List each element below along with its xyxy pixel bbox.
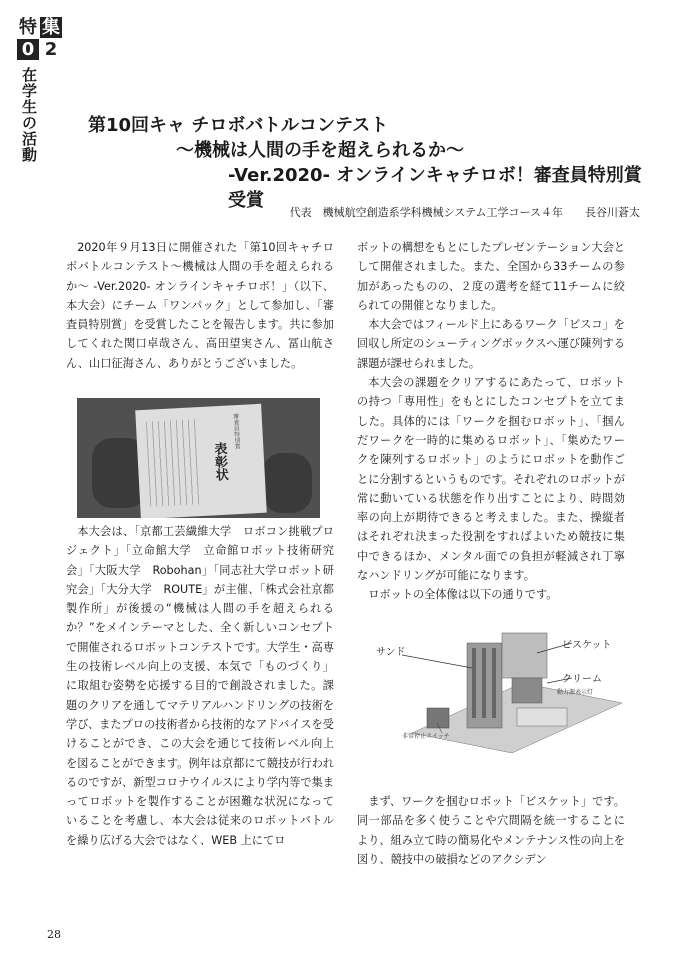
column-right-top <box>357 238 625 605</box>
page-number: 28 <box>47 928 61 941</box>
tag-cell: 0 <box>17 39 39 60</box>
label-power-light: 動力源表示灯 <box>557 689 594 696</box>
article-title <box>88 113 648 213</box>
label-biscuit: ビスケット <box>562 640 612 651</box>
column-left-top <box>66 238 334 373</box>
author-line: 代表 機械航空創造系学科機械システム工学コース４年 長谷川蒼太 <box>289 206 640 219</box>
paragraph: 2020年９月13日に開催された「第10回キャチロボバトルコンテスト〜機械は人間の手を超えられるか〜 -Ver.2020- オンラインキャチロボ！」（以下、本大会）にチーム「ワンパック」として参加し、「審査員特別賞」を受賞したことを報告します。共に参加してくれた関口卓哉さん、高田望実さん、冨山航さん、山口征海さん、ありがとうございました。 <box>66 241 334 370</box>
column-right-bottom <box>357 792 625 869</box>
certificate-paper <box>135 404 267 518</box>
paragraph: 本大会は、「京都工芸繊維大学 ロボコン挑戦プロジェクト」「立命館大学 立命館ロボット技術研究会」「大阪大学 Robohan」「同志社大学ロボット研究会」「大分大学 ROUTE」が主催、「株式会社京都製作所」が後援の“機械は人間の手を超えられるか？”をメインテーマとした、全く新しいコンセプトで開催されるロボットコンテストです。大学生・高専生の技術レベル向上の支援、本気で「ものづくり」に取組む姿勢を応援する目的で創設されました。課題のクリアを通してマテリアルハンドリングの技術を学び、またプロの技術者から技術的なアドバイスを受けることができ、この大会を通じて技術レベル向上を図ることができます。例年は京都にて競技が行われるのですが、新型コロナウイルスにより学内等で集まってロボットを製作することが困難な状況になっていることを考慮し、本大会は従来のロボットバトルを繰り広げる大会ではなく、WEB 上にてロ <box>66 525 334 847</box>
paragraph: ロボットの全体像は以下の通りです。 <box>368 588 558 602</box>
certificate-subheading: 審査員特別賞 <box>231 412 241 450</box>
hand-right <box>262 453 312 513</box>
robot-diagram <box>372 623 626 761</box>
paragraph: まず、ワークを掴むロボット「ビスケット」です。同一部品を多く使うことや穴間隔を統一することにより、組み立て時の簡易化やメンテナンス性の向上を図り、競技中の破損などのアクシデン <box>357 795 625 866</box>
tag-cell: 集 <box>42 17 60 38</box>
award-certificate-photo <box>77 398 320 518</box>
label-emergency-stop: 非常停止スイッチ <box>402 733 450 740</box>
certificate-heading: 表彰状 <box>211 441 229 482</box>
title-line: -Ver.2020- オンラインキャチロボ！審査員特別賞受賞 <box>228 165 642 211</box>
label-cream: クリーム <box>562 674 602 685</box>
column-left-bottom <box>66 522 334 850</box>
tag-cell: 2 <box>40 39 62 60</box>
certificate-text-lines <box>146 419 202 507</box>
paragraph: 本大会ではフィールド上にあるワーク「ビスコ」を回収し所定のシューティングボックスへ運び陳列する課題が課せられました。 <box>357 318 625 370</box>
paragraph: ボットの構想をもとにしたプレゼンテーション大会として開催されました。また、全国から33チームの参加があったものの、２度の選考を経て11チームに絞られての開催となりました。 <box>357 241 625 312</box>
section-vertical-label: 在学生の活動 <box>20 67 38 163</box>
label-sand: サンド <box>376 647 406 658</box>
title-line: 〜機械は人間の手を超えられるか〜 <box>176 140 464 161</box>
paragraph: 本大会の課題をクリアするにあたって、ロボットの持つ「専用性」をもとにしたコンセプトを立てました。具体的には「ワークを掴むロボット」、「掴んだワークを一時的に集めるロボット」、「集めたワークを陳列するロボット」のようにロボットを動作ごとに分割するというものです。それぞれのロボットが常に動いている状態を作り出すことにより、時間効率の向上が期待できると考えました。また、操縦者はそれぞれ決まった役割をすればよいため競技に集中できるほか、メンタル面での負担が軽減され丁寧なハンドリングが可能になります。 <box>357 376 625 583</box>
tag-cell: 特 <box>19 17 37 38</box>
title-line: 第10回キャ チロボバトルコンテスト <box>88 115 389 136</box>
